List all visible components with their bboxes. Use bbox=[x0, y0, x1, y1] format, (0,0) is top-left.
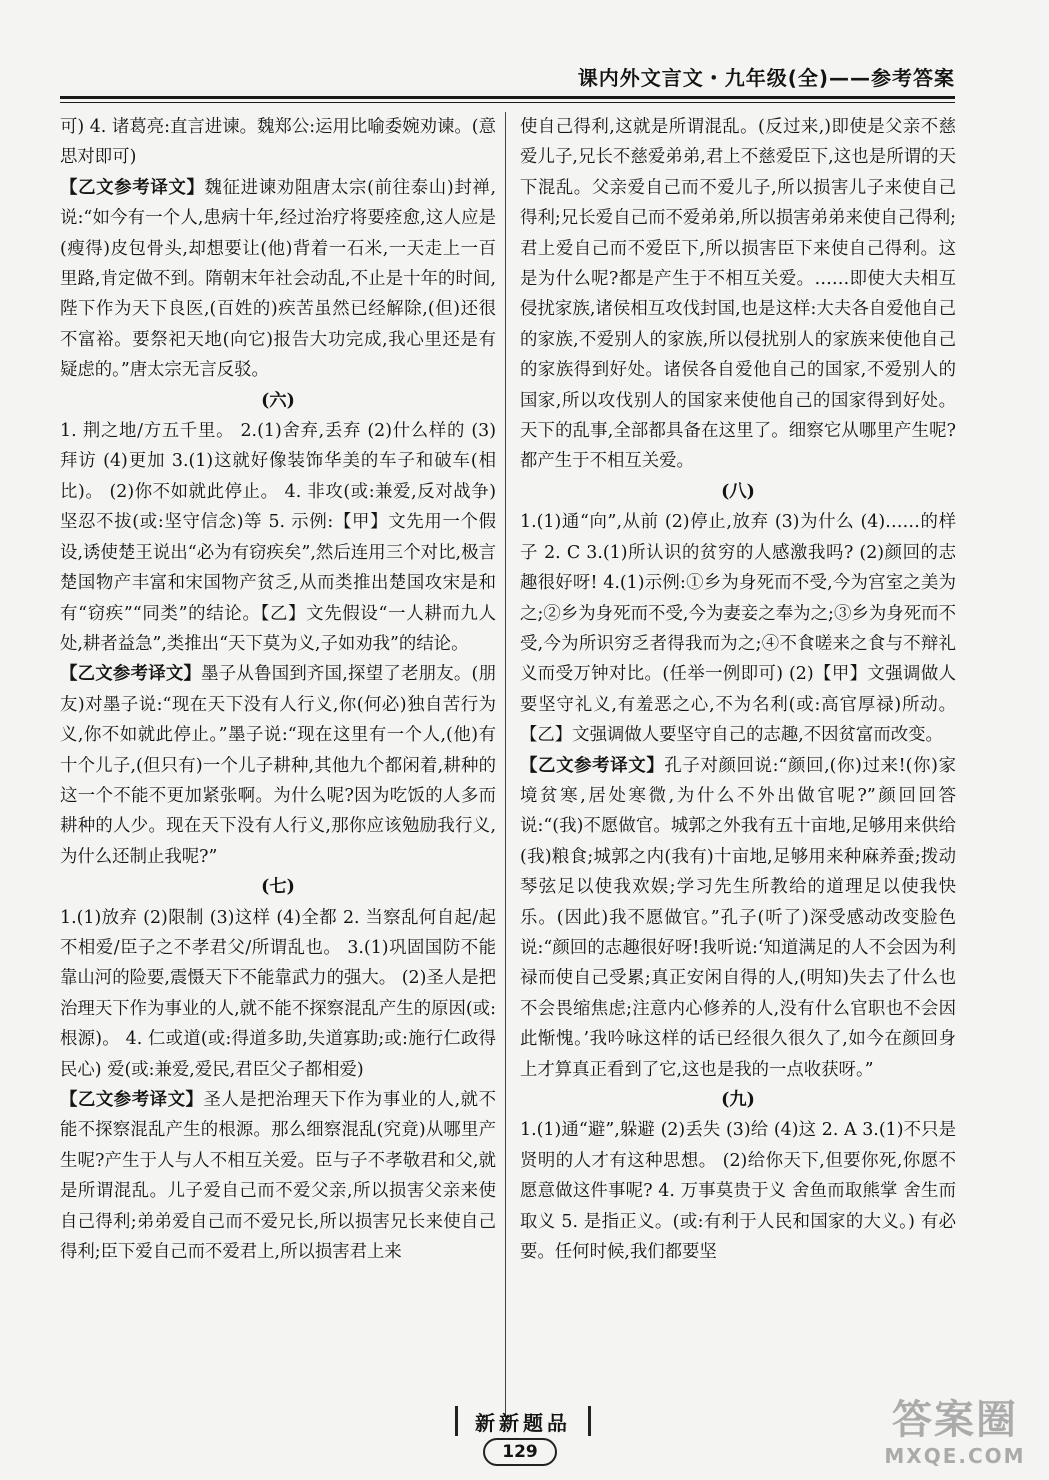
paragraph: 1.(1)通“向”,从前 (2)停止,放弃 (3)为什么 (4)……的样子 2. C 3.(1)所认识的贫穷的人感激我吗? (2)颜回的志趣很好呀! 4.(1)示例:①乡为身死而不受,今为宫室之美为之;②乡为身死而不受,今为妻妾之奉为之;③乡为身死而不受,今为所识穷乏者得我而为之;④不食嗟来之食与不辩礼义而受万钟对比。(任举一例即可) (2)【甲】文强调做人要坚守礼义,有羞恶之心,不为名利(或:高官厚禄)所动。【乙】文强调做人要坚守自己的志趣,不因贫富而改变。 bbox=[520, 512, 956, 746]
paragraph: 1.(1)通“避”,躲避 (2)丢失 (3)给 (4)这 2. A 3.(1)不只是贤明的人才有这种思想。 (2)给你天下,但要你死,你愿不愿意做这件事呢? 4. 万事莫贵于义 舍鱼而取熊掌 舍生而取义 5. 是指正义。(或:有利于人民和国家的大义。) 有必要。任何时候,我们都要坚 bbox=[520, 1120, 956, 1263]
translation-paragraph bbox=[60, 173, 496, 386]
left-column bbox=[60, 112, 496, 1422]
paragraph: 1. 荆之地/方五千里。 2.(1)舍弃,丢弃 (2)什么样的 (3)拜访 (4)更加 3.(1)这就好像装饰华美的车子和破车(相比)。 (2)你不如就此停止。 4. 非攻(或:兼爱,反对战争) 坚忍不拔(或:坚守信念)等 5. 示例:【甲】文先用一个假设,诱使楚王说出“必为有窃疾矣”,然后连用三个对比,极言楚国物产丰富和宋国物产贫乏,从而类推出楚国攻宋是和有“窃疾”“同类”的结论。【乙】文先假设“一人耕而九人处,耕者益急”,类推出“天下莫为义,子如劝我”的结论。 bbox=[60, 421, 496, 654]
translation-tag: 【乙文参考译文】 bbox=[60, 177, 205, 198]
translation-tag: 【乙文参考译文】 bbox=[60, 664, 202, 685]
running-header: 课内外文言文・九年级(全)——参考答案 bbox=[577, 66, 955, 90]
translation-text: 圣人是把治理天下作为事业的人,就不能不探察混乱产生的根源。那么细察混乱(究竟)从哪里产生呢?产生于人与人不相互关爱。臣与子不孝敬君和父,就是所谓混乱。儿子爱自己而不爱父亲,所以损害父亲来使自己得利;弟弟爱自己而不爱兄长,所以损害兄长来使自己得利;臣下爱自己而不爱君上,所以损害君上来 bbox=[60, 1090, 496, 1263]
watermark-url: MXQE.COM bbox=[884, 1444, 1026, 1468]
translation-paragraph bbox=[60, 1085, 496, 1267]
page-number: 129 bbox=[483, 1438, 557, 1466]
paragraph: 1.(1)放弃 (2)限制 (3)这样 (4)全都 2. 当察乱何自起/起不相爱/臣子之不孝君父/所谓乱也。 3.(1)巩固国防不能靠山河的险要,震慑天下不能靠武力的强大。 (2)圣人是把治理天下作为事业的人,就不能不探察混乱产生的原因(或:根源)。 4. 仁或道(或:得道多助,失道寡助;或:施行仁政得民心) 爱(或:兼爱,爱民,君臣父子都相爱) bbox=[60, 907, 496, 1080]
watermark-text: 答案圈 bbox=[892, 1397, 1018, 1443]
section-heading: (九) bbox=[721, 1090, 755, 1110]
translation-text: 孔子对颜回说:“颜回,(你)过来!(你)家境贫寒,居处寒微,为什么不外出做官呢?”颜回回答说:“(我)不愿做官。城郭之外我有五十亩地,足够用来供给(我)粮食;城郭之内(我有)十亩地,足够用来种麻养蚕;拨动琴弦足以使我欢娱;学习先生所教给的道理足以使我快乐。(因此)我不愿做官。”孔子(听了)深受感动改变脸色说:“颜回的志趣很好呀!我听说:‘知道满足的人不会因为利禄而使自己受累;真正安闲自得的人,(明知)失去了什么也不会畏缩焦虑;注意内心修养的人,没有什么官职也不会因此惭愧。’我吟咏这样的话已经很久很久了,如今在颜回身上才算真正看到了它,这也是我的一点收获呀。” bbox=[520, 755, 956, 1080]
translation-tag: 【乙文参考译文】 bbox=[60, 1090, 204, 1110]
translation-text: 墨子从鲁国到齐国,探望了老朋友。(朋友)对墨子说:“现在天下没有人行义,你(何必)独自苦行为义,你不如就此停止。”墨子说:“现在这里有一个人,(他)有十个儿子,(但只有)一个儿子耕种,其他九个都闲着,耕种的这一个不能不更加紧张啊。为什么呢?因为吃饭的人多而耕种的人少。现在天下没有人行义,那你应该勉励我行义,为什么还制止我呢?” bbox=[60, 664, 496, 867]
header-rule-thick bbox=[60, 96, 955, 99]
column-divider bbox=[505, 112, 506, 1422]
right-column bbox=[520, 112, 956, 1422]
translation-text: 魏征进谏劝阻唐太宗(前往泰山)封禅,说:“如今有一个人,患病十年,经过治疗将要痊愈,这人应是(瘦得)皮包骨头,却想要让(他)背着一石米,一天走上一百里路,肯定做不到。隋朝末年社会动乱,不止是十年的时间,陛下作为天下良医,(百姓的)疾苦虽然已经解除,(但)还很不富裕。要祭祀天地(向它)报告大功完成,我心里还是有疑虑的。”唐太宗无言反驳。 bbox=[60, 177, 496, 381]
translation-paragraph bbox=[520, 751, 956, 1085]
paragraph: 使自己得利,这就是所谓混乱。(反过来,)即使是父亲不慈爱儿子,兄长不慈爱弟弟,君上不慈爱臣下,这也是所谓的天下混乱。父亲爱自己而不爱儿子,所以损害儿子来使自己得利;兄长爱自己而不爱弟弟,所以损害弟弟来使自己得利;君上爱自己而不爱臣下,所以损害臣下来使自己得利。这是为什么呢?都是产生于不相互关爱。……即使大夫相互侵扰家族,诸侯相互攻伐封国,也是这样:大夫各自爱他自己的家族,不爱别人的家族,所以侵扰别人的家族来使他自己的家族得到好处。诸侯各自爱他自己的国家,不爱别人的国家,所以攻伐别人的国家来使他自己的国家得到好处。天下的乱事,全部都具备在这里了。细察它从哪里产生呢?都产生于不相互关爱。 bbox=[520, 117, 956, 472]
translation-paragraph bbox=[60, 659, 496, 872]
section-heading: (七) bbox=[261, 877, 295, 898]
watermark-logo bbox=[870, 1395, 1040, 1475]
section-heading: (八) bbox=[721, 481, 755, 502]
section-heading: (六) bbox=[261, 390, 295, 411]
paragraph: 可) 4. 诸葛亮:直言进谏。魏郑公:运用比喻委婉劝谏。(意思对即可) bbox=[60, 117, 496, 168]
translation-tag: 【乙文参考译文】 bbox=[520, 755, 665, 776]
header-rule-thin bbox=[60, 102, 955, 103]
footer-brand: 新新题品 bbox=[455, 1406, 591, 1436]
